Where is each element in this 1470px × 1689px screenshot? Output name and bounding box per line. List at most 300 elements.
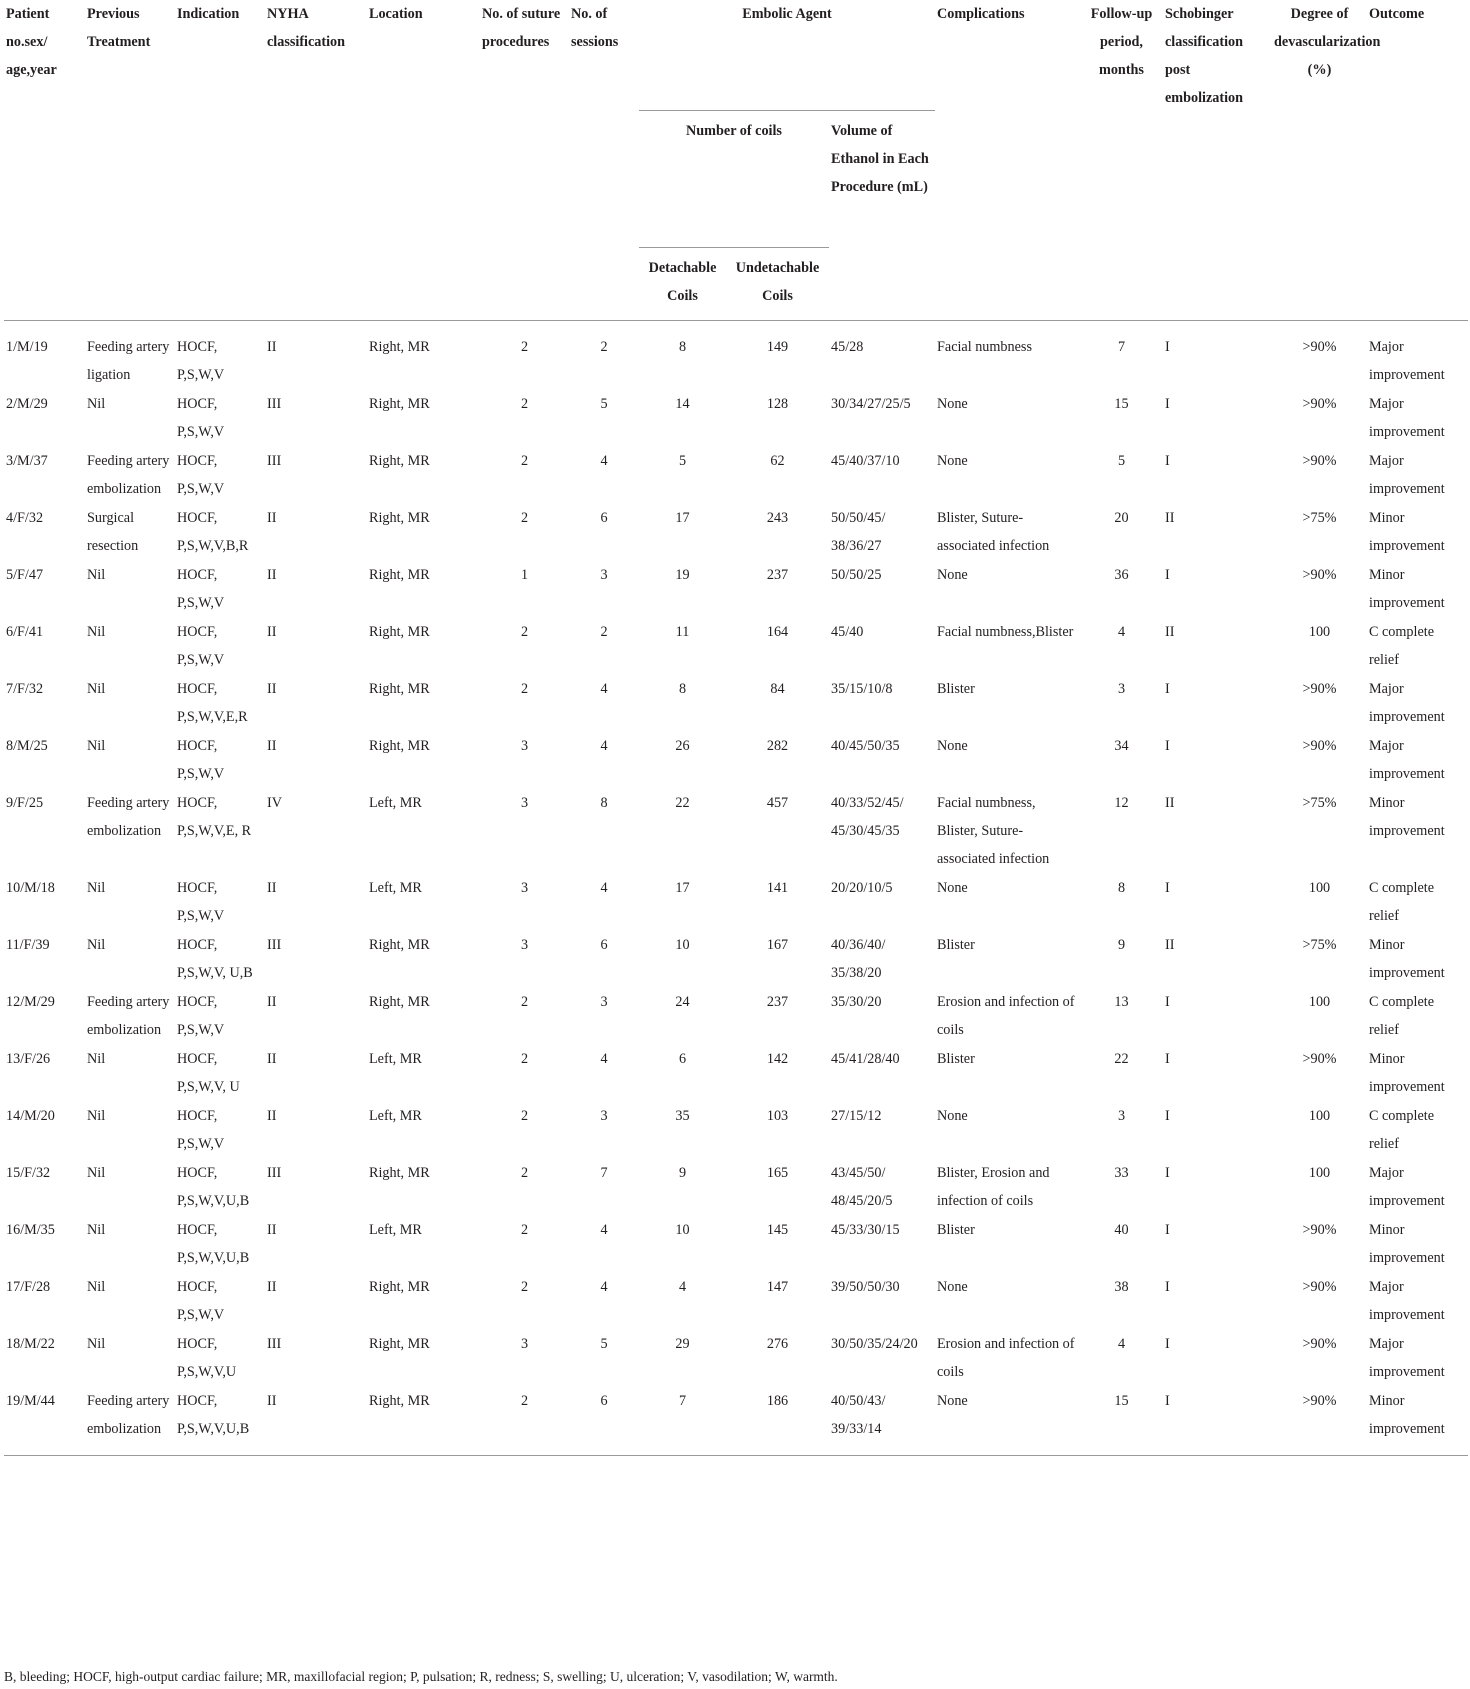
cell-suture: 2 [520, 1165, 529, 1181]
cell-patient: 4/F/32 [6, 510, 44, 526]
cell-devasc: >90% [1302, 453, 1337, 469]
cell-followup: 7 [1117, 339, 1126, 355]
cell-suture: 3 [520, 1336, 529, 1352]
cell-complications: Blister [937, 1051, 975, 1067]
cell-schobinger: I [1165, 880, 1170, 896]
cell-sessions: 4 [600, 681, 608, 697]
cell-devasc: 100 [1308, 1165, 1331, 1181]
cell-patient: 2/M/29 [6, 396, 48, 412]
header-undetachable: Undetachable Coils [735, 260, 820, 304]
cell-undetachable: 84 [770, 681, 785, 697]
cell-sessions: 5 [600, 396, 608, 412]
cell-complications: Blister [937, 681, 975, 697]
cell-sessions: 2 [600, 339, 608, 355]
cell-sessions: 2 [600, 624, 608, 640]
cell-schobinger: I [1165, 1108, 1170, 1124]
table-row [4, 1159, 1468, 1216]
cell-undetachable: 243 [766, 510, 789, 526]
cell-indication: HOCF, P,S,W,V [177, 880, 225, 924]
cell-location: Right, MR [369, 624, 430, 640]
cell-patient: 16/M/35 [6, 1222, 55, 1238]
cell-schobinger: I [1163, 1387, 1272, 1456]
cell-undetachable: 141 [766, 880, 789, 896]
cell-sessions: 6 [600, 510, 608, 526]
cell-location: Right, MR [369, 994, 430, 1010]
cell-location: Left, MR [369, 880, 422, 896]
cell-patient: 5/F/47 [6, 567, 44, 583]
cell-outcome: Major improvement [1369, 1279, 1445, 1323]
cell-outcome: Major improvement [1369, 396, 1445, 440]
cell-schobinger: II [1165, 624, 1175, 640]
cell-devasc: >90% [1302, 339, 1337, 355]
cell-schobinger: I [1165, 453, 1170, 469]
cell-nyha: II [267, 1051, 277, 1067]
cell-outcome: Minor improvement [1369, 1222, 1445, 1266]
cell-indication: HOCF, P,S,W,V,B,R [177, 510, 249, 554]
cell-indication: HOCF, P,S,W,V [177, 396, 225, 440]
header-followup: Follow-up period, months [1090, 6, 1153, 78]
header-embolic-agent: Embolic Agent [639, 0, 935, 111]
cell-location: Right, MR [367, 1387, 480, 1456]
cell-location: Left, MR [369, 795, 422, 811]
cell-previous: Feeding artery ligation [87, 339, 170, 383]
cell-previous: Nil [87, 681, 106, 697]
cell-outcome: Major improvement [1369, 1165, 1445, 1209]
cell-outcome: C complete relief [1369, 1108, 1435, 1152]
cell-nyha: II [267, 1108, 277, 1124]
cell-schobinger: II [1165, 510, 1175, 526]
cell-indication: HOCF, P,S,W,V,U,B [177, 1165, 250, 1209]
cell-detachable: 26 [675, 738, 690, 754]
cell-undetachable: 103 [766, 1108, 789, 1124]
cell-indication: HOCF, P,S,W,V,U [177, 1336, 237, 1380]
cell-sessions: 6 [600, 937, 608, 953]
cell-ethanol: 50/50/45/ 38/36/27 [831, 510, 886, 554]
cell-ethanol: 45/41/28/40 [831, 1051, 900, 1067]
cell-devasc: 100 [1308, 880, 1331, 896]
cell-followup: 40 [1114, 1222, 1129, 1238]
header-ethanol: Volume of Ethanol in Each Procedure (mL) [831, 123, 929, 195]
cell-patient: 14/M/20 [6, 1108, 55, 1124]
cell-outcome: Minor improvement [1369, 937, 1445, 981]
table-row [4, 789, 1468, 874]
cell-indication: HOCF, P,S,W,V [177, 994, 225, 1038]
cell-detachable: 17 [675, 880, 690, 896]
cell-previous: Nil [87, 1051, 106, 1067]
cell-ethanol: 30/34/27/25/5 [831, 396, 911, 412]
cell-indication: HOCF, P,S,W,V,U,B [177, 1222, 250, 1266]
cell-nyha: II [267, 567, 277, 583]
table-row [4, 1102, 1468, 1159]
cell-devasc: >90% [1302, 1051, 1337, 1067]
cell-nyha: III [267, 1165, 282, 1181]
cell-detachable: 19 [675, 567, 690, 583]
cell-suture: 2 [520, 624, 529, 640]
header-nyha: NYHA classification [267, 6, 346, 50]
cell-nyha: IV [267, 795, 282, 811]
cell-nyha: II [267, 339, 277, 355]
cell-complications: None [937, 1108, 968, 1124]
cell-detachable: 24 [675, 994, 690, 1010]
cell-ethanol: 20/20/10/5 [831, 880, 893, 896]
cell-outcome: C complete relief [1369, 624, 1435, 668]
cell-detachable: 4 [678, 1279, 687, 1295]
cell-ethanol: 35/30/20 [831, 994, 882, 1010]
cell-undetachable: 186 [726, 1387, 829, 1456]
cell-previous: Feeding artery embolization [87, 994, 170, 1038]
cell-followup: 9 [1117, 937, 1126, 953]
header-number-of-coils: Number of coils [639, 111, 829, 248]
table-row [4, 561, 1468, 618]
table-row [4, 874, 1468, 931]
cell-ethanol: 45/40/37/10 [831, 453, 900, 469]
cell-sessions: 4 [600, 1051, 608, 1067]
cell-nyha: II [267, 1222, 277, 1238]
cell-suture: 2 [520, 1051, 529, 1067]
cell-complications: Erosion and infection of coils [937, 994, 1075, 1038]
cell-followup: 13 [1114, 994, 1129, 1010]
cell-schobinger: I [1165, 339, 1170, 355]
cell-patient: 12/M/29 [6, 994, 55, 1010]
cell-devasc: >75% [1302, 510, 1337, 526]
cell-complications: None [937, 453, 968, 469]
header-detachable: Detachable Coils [648, 260, 717, 304]
header-previous-treatment: Previous Treatment [87, 6, 151, 50]
cell-followup: 38 [1114, 1279, 1129, 1295]
cell-ethanol: 35/15/10/8 [831, 681, 893, 697]
cell-schobinger: I [1165, 738, 1170, 754]
cell-complications: Facial numbness, Blister, Suture-associated infection [937, 795, 1050, 867]
cell-detachable: 8 [678, 681, 687, 697]
cell-previous: Surgical resection [87, 510, 139, 554]
cell-complications: Facial numbness,Blister [937, 624, 1074, 640]
cell-followup: 33 [1114, 1165, 1129, 1181]
cell-ethanol: 40/45/50/35 [831, 738, 900, 754]
cell-outcome: C complete relief [1369, 880, 1435, 924]
cell-undetachable: 147 [766, 1279, 789, 1295]
cell-patient: 9/F/25 [6, 795, 44, 811]
cell-location: Right, MR [369, 396, 430, 412]
cell-undetachable: 62 [770, 453, 785, 469]
cell-detachable: 22 [675, 795, 690, 811]
cell-sessions: 4 [600, 738, 608, 754]
cell-previous: Nil [87, 567, 106, 583]
header-suture: No. of suture procedures [482, 6, 561, 50]
cell-devasc: >90% [1302, 396, 1337, 412]
cell-outcome: Minor improvement [1367, 1387, 1468, 1456]
cell-devasc: 100 [1308, 624, 1331, 640]
cell-patient: 19/M/44 [4, 1387, 85, 1456]
cell-suture: 2 [520, 1108, 529, 1124]
cell-ethanol: 45/40 [831, 624, 864, 640]
cell-detachable: 17 [675, 510, 690, 526]
cell-detachable: 9 [678, 1165, 687, 1181]
cell-undetachable: 164 [766, 624, 789, 640]
cell-patient: 3/M/37 [6, 453, 48, 469]
cell-indication: HOCF, P,S,W,V, U,B [177, 937, 253, 981]
cell-detachable: 10 [675, 1222, 690, 1238]
cell-nyha: III [267, 453, 282, 469]
cell-outcome: Major improvement [1369, 339, 1445, 383]
table-body [4, 321, 1468, 1456]
cell-schobinger: I [1165, 567, 1170, 583]
cell-complications: None [937, 396, 968, 412]
cell-complications: None [937, 880, 968, 896]
cell-undetachable: 128 [766, 396, 789, 412]
cell-ethanol: 39/50/50/30 [831, 1279, 900, 1295]
cell-devasc: >90% [1272, 1387, 1367, 1456]
cell-sessions: 4 [600, 880, 608, 896]
table-row [4, 1273, 1468, 1330]
cell-undetachable: 142 [766, 1051, 789, 1067]
cell-suture: 1 [520, 567, 529, 583]
cell-suture: 2 [520, 681, 529, 697]
cell-previous: Nil [87, 1165, 106, 1181]
cell-schobinger: I [1165, 681, 1170, 697]
cell-sessions: 8 [600, 795, 608, 811]
cell-followup: 4 [1117, 1336, 1126, 1352]
cell-complications: Facial numbness [937, 339, 1032, 355]
cell-undetachable: 276 [766, 1336, 789, 1352]
cell-location: Right, MR [369, 510, 430, 526]
cell-suture: 2 [520, 396, 529, 412]
cell-followup: 3 [1117, 681, 1126, 697]
cell-detachable: 35 [675, 1108, 690, 1124]
cell-sessions: 3 [600, 567, 608, 583]
table-row [4, 1216, 1468, 1273]
cell-followup: 8 [1117, 880, 1126, 896]
cell-outcome: Major improvement [1369, 1336, 1445, 1380]
cell-indication: HOCF, P,S,W,V,E, R [177, 795, 252, 839]
cell-sessions: 4 [600, 1222, 608, 1238]
cell-ethanol: 43/45/50/ 48/45/20/5 [831, 1165, 893, 1209]
cell-suture: 2 [520, 1279, 529, 1295]
cell-ethanol: 45/28 [831, 339, 864, 355]
cell-patient: 6/F/41 [6, 624, 44, 640]
cell-indication: HOCF, P,S,W,V [177, 453, 225, 497]
cell-sessions: 7 [600, 1165, 608, 1181]
cell-complications: Blister, Erosion and infection of coils [937, 1165, 1050, 1209]
cell-location: Right, MR [369, 1336, 430, 1352]
cell-previous: Feeding artery embolization [87, 453, 170, 497]
cell-nyha: II [267, 1279, 277, 1295]
table-row [4, 1387, 1468, 1456]
cell-indication: HOCF, P,S,W,V,E,R [177, 681, 248, 725]
cell-suture: 2 [520, 453, 529, 469]
table-row [4, 931, 1468, 988]
cell-patient: 18/M/22 [6, 1336, 55, 1352]
cell-indication: HOCF, P,S,W,V [177, 738, 225, 782]
cell-indication: HOCF, P,S,W,V [177, 339, 225, 383]
cell-previous: Nil [87, 937, 106, 953]
cell-ethanol: 40/33/52/45/ 45/30/45/35 [831, 795, 904, 839]
cell-indication: HOCF, P,S,W,V, U [177, 1051, 240, 1095]
patient-table [4, 0, 1468, 1456]
cell-indication: HOCF, P,S,W,V [177, 624, 225, 668]
cell-detachable: 6 [678, 1051, 687, 1067]
cell-patient: 15/F/32 [6, 1165, 51, 1181]
cell-sessions: 4 [600, 1279, 608, 1295]
table-row [4, 321, 1468, 391]
cell-location: Right, MR [369, 738, 430, 754]
cell-schobinger: II [1165, 795, 1175, 811]
cell-nyha: II [267, 681, 277, 697]
cell-devasc: >90% [1302, 567, 1337, 583]
cell-complications: Blister [937, 1222, 975, 1238]
cell-patient: 13/F/26 [6, 1051, 51, 1067]
cell-location: Left, MR [369, 1051, 422, 1067]
cell-schobinger: I [1165, 1165, 1170, 1181]
cell-followup: 20 [1114, 510, 1129, 526]
header-outcome: Outcome [1369, 6, 1425, 22]
cell-previous: Nil [87, 880, 106, 896]
cell-patient: 1/M/19 [6, 339, 48, 355]
header-location: Location [369, 6, 423, 22]
cell-patient: 17/F/28 [6, 1279, 51, 1295]
cell-indication: HOCF, P,S,W,V,U,B [175, 1387, 265, 1456]
cell-suture: 3 [520, 937, 529, 953]
cell-location: Right, MR [369, 567, 430, 583]
header-sessions: No. of sessions [571, 6, 619, 50]
header-schobinger: Schobinger classification post embolization [1165, 6, 1244, 106]
cell-indication: HOCF, P,S,W,V [177, 1279, 225, 1323]
footnote: B, bleeding; HOCF, high-output cardiac failure; MR, maxillofacial region; P, pulsation; R, redness; S, swelling; U, ulceration; V, vasodilation; W, warmth. [4, 1669, 838, 1684]
table-row [4, 732, 1468, 789]
table-row [4, 447, 1468, 504]
cell-previous: Nil [87, 396, 106, 412]
cell-devasc: 100 [1308, 1108, 1331, 1124]
cell-nyha: III [267, 396, 282, 412]
cell-devasc: >90% [1302, 1279, 1337, 1295]
cell-indication: HOCF, P,S,W,V [177, 1108, 225, 1152]
cell-outcome: Major improvement [1369, 681, 1445, 725]
cell-location: Right, MR [369, 1279, 430, 1295]
table-row [4, 1045, 1468, 1102]
cell-outcome: Minor improvement [1369, 1051, 1445, 1095]
cell-location: Left, MR [369, 1222, 422, 1238]
cell-undetachable: 149 [766, 339, 789, 355]
cell-previous: Nil [87, 1279, 106, 1295]
cell-undetachable: 457 [766, 795, 789, 811]
cell-devasc: >90% [1302, 681, 1337, 697]
cell-suture: 3 [520, 738, 529, 754]
cell-detachable: 8 [678, 339, 687, 355]
cell-detachable: 10 [675, 937, 690, 953]
cell-nyha: II [265, 1387, 367, 1456]
cell-undetachable: 167 [766, 937, 789, 953]
cell-complications: None [937, 567, 968, 583]
cell-nyha: II [267, 510, 277, 526]
cell-sessions: 3 [600, 994, 608, 1010]
header-patient: Patient no.sex/ age,year [6, 6, 57, 78]
cell-ethanol: 40/36/40/ 35/38/20 [831, 937, 886, 981]
cell-devasc: >75% [1302, 795, 1337, 811]
cell-ethanol: 50/50/25 [831, 567, 882, 583]
cell-schobinger: I [1165, 1279, 1170, 1295]
cell-followup: 3 [1117, 1108, 1126, 1124]
cell-nyha: II [267, 624, 277, 640]
cell-location: Right, MR [369, 937, 430, 953]
cell-location: Right, MR [369, 453, 430, 469]
cell-nyha: II [267, 738, 277, 754]
cell-followup: 4 [1117, 624, 1126, 640]
cell-sessions: 4 [600, 453, 608, 469]
cell-schobinger: I [1165, 396, 1170, 412]
cell-patient: 11/F/39 [6, 937, 50, 953]
cell-devasc: >90% [1302, 1222, 1337, 1238]
cell-followup: 22 [1114, 1051, 1129, 1067]
cell-detachable: 7 [639, 1387, 726, 1456]
cell-followup: 15 [1114, 396, 1129, 412]
cell-outcome: Minor improvement [1369, 795, 1445, 839]
cell-complications: None [935, 1387, 1080, 1456]
cell-schobinger: I [1165, 1336, 1170, 1352]
cell-followup: 5 [1117, 453, 1126, 469]
cell-ethanol: 45/33/30/15 [831, 1222, 900, 1238]
table-row [4, 988, 1468, 1045]
table-row [4, 504, 1468, 561]
cell-indication: HOCF, P,S,W,V [177, 567, 225, 611]
cell-sessions: 6 [569, 1387, 639, 1456]
cell-location: Left, MR [369, 1108, 422, 1124]
cell-devasc: >90% [1302, 1336, 1337, 1352]
cell-undetachable: 282 [766, 738, 789, 754]
cell-ethanol: 40/50/43/ 39/33/14 [829, 1387, 935, 1456]
cell-sessions: 3 [600, 1108, 608, 1124]
cell-followup: 12 [1114, 795, 1129, 811]
cell-previous: Feeding artery embolization [85, 1387, 175, 1456]
cell-suture: 2 [480, 1387, 569, 1456]
cell-outcome: Minor improvement [1369, 567, 1445, 611]
cell-suture: 3 [520, 880, 529, 896]
cell-location: Right, MR [369, 681, 430, 697]
cell-patient: 7/F/32 [6, 681, 44, 697]
cell-complications: Erosion and infection of coils [937, 1336, 1075, 1380]
cell-previous: Nil [87, 738, 106, 754]
cell-location: Right, MR [369, 1165, 430, 1181]
cell-suture: 2 [520, 994, 529, 1010]
cell-outcome: Major improvement [1369, 453, 1445, 497]
cell-previous: Nil [87, 1222, 106, 1238]
cell-followup: 34 [1114, 738, 1129, 754]
cell-suture: 2 [520, 339, 529, 355]
cell-nyha: III [267, 1336, 282, 1352]
cell-undetachable: 145 [766, 1222, 789, 1238]
table-row [4, 675, 1468, 732]
cell-undetachable: 165 [766, 1165, 789, 1181]
cell-devasc: 100 [1308, 994, 1331, 1010]
cell-nyha: II [267, 880, 277, 896]
table-row [4, 1330, 1468, 1387]
cell-previous: Nil [87, 1336, 106, 1352]
cell-previous: Nil [87, 1108, 106, 1124]
cell-schobinger: I [1165, 994, 1170, 1010]
header-indication: Indication [177, 6, 240, 22]
cell-outcome: Major improvement [1369, 738, 1445, 782]
cell-nyha: II [267, 994, 277, 1010]
header-complications: Complications [937, 6, 1025, 22]
header-devascularization: Degree of devascularization (%) [1274, 6, 1381, 78]
cell-complications: Blister [937, 937, 975, 953]
cell-schobinger: I [1165, 1051, 1170, 1067]
cell-schobinger: II [1165, 937, 1175, 953]
cell-devasc: >90% [1302, 738, 1337, 754]
cell-detachable: 11 [675, 624, 690, 640]
cell-nyha: III [267, 937, 282, 953]
cell-devasc: >75% [1302, 937, 1337, 953]
table-row [4, 390, 1468, 447]
cell-location: Right, MR [369, 339, 430, 355]
